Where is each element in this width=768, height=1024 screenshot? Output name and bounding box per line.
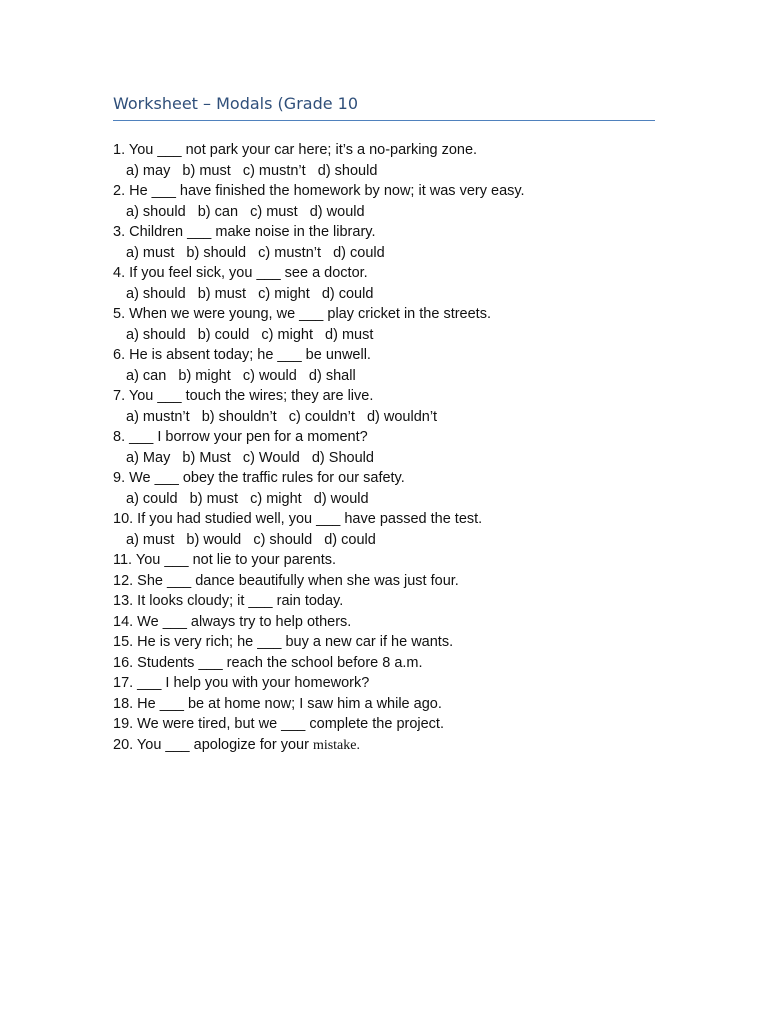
question-item — [113, 345, 673, 386]
question-item — [113, 304, 673, 345]
question-item — [113, 468, 673, 509]
question-item — [113, 735, 673, 757]
question-text: 8. ___ I borrow your pen for a moment? — [113, 429, 368, 445]
question-item — [113, 386, 673, 427]
question-text: 2. He ___ have finished the homework by now; it was very easy. — [113, 183, 525, 199]
question-text: 18. He ___ be at home now; I saw him a while ago. — [113, 695, 442, 712]
question-item — [113, 653, 673, 674]
question-item — [113, 612, 673, 633]
title-block — [113, 92, 655, 121]
question-options: a) May b) Must c) Would d) Should — [126, 449, 374, 466]
question-item — [113, 140, 673, 181]
question-options: a) can b) might c) would d) shall — [126, 367, 356, 384]
question-item — [113, 181, 673, 222]
question-text: 12. She ___ dance beautifully when she was just four. — [113, 572, 459, 589]
question-options: a) should b) could c) might d) must — [126, 326, 374, 343]
question-text: 3. Children ___ make noise in the library. — [113, 224, 376, 240]
question-text: 9. We ___ obey the traffic rules for our safety. — [113, 470, 405, 486]
question-text-tail: mistake. — [312, 737, 360, 753]
question-item — [113, 263, 673, 304]
question-item — [113, 222, 673, 263]
question-text: 6. He is absent today; he ___ be unwell. — [113, 347, 371, 363]
question-text: 15. He is very rich; he ___ buy a new car if he wants. — [113, 634, 454, 650]
question-text: 10. If you had studied well, you ___ have passed the test. — [113, 511, 483, 527]
question-item — [113, 632, 673, 653]
question-item — [113, 673, 673, 694]
question-text: 13. It looks cloudy; it ___ rain today. — [113, 593, 344, 609]
question-options: a) should b) must c) might d) could — [126, 285, 374, 302]
question-options: a) must b) would c) should d) could — [126, 531, 376, 548]
question-text: 5. When we were young, we ___ play cricket in the streets. — [113, 306, 491, 322]
question-text-last — [113, 735, 673, 757]
title-underline — [113, 120, 655, 121]
question-options: a) mustn’t b) shouldn’t c) couldn’t d) wouldn’t — [126, 408, 438, 425]
question-options: a) should b) can c) must d) would — [126, 203, 365, 220]
question-options: a) may b) must c) mustn’t d) should — [126, 162, 378, 179]
page-title: Worksheet – Modals (Grade 10 — [113, 94, 359, 113]
question-text: 7. You ___ touch the wires; they are live. — [113, 388, 374, 404]
question-text: 19. We were tired, but we ___ complete the project. — [113, 716, 444, 732]
question-text: 4. If you feel sick, you ___ see a doctor. — [113, 265, 368, 281]
question-text: 11. You ___ not lie to your parents. — [113, 552, 337, 568]
question-options: a) could b) must c) might d) would — [126, 490, 369, 507]
question-text: 17. ___ I help you with your homework? — [113, 675, 370, 691]
question-text: 14. We ___ always try to help others. — [113, 613, 352, 630]
question-item — [113, 714, 673, 735]
question-options: a) must b) should c) mustn’t d) could — [126, 244, 385, 261]
question-item — [113, 571, 673, 592]
question-item — [113, 694, 673, 715]
question-item — [113, 427, 673, 468]
question-text: 1. You ___ not park your car here; it’s a no-parking zone. — [113, 142, 478, 158]
question-item — [113, 509, 673, 550]
question-text: 16. Students ___ reach the school before 8 a.m. — [113, 654, 423, 671]
question-item — [113, 591, 673, 612]
question-text: 20. You ___ apologize for your — [113, 736, 313, 753]
question-item — [113, 550, 673, 571]
question-list — [113, 140, 673, 756]
